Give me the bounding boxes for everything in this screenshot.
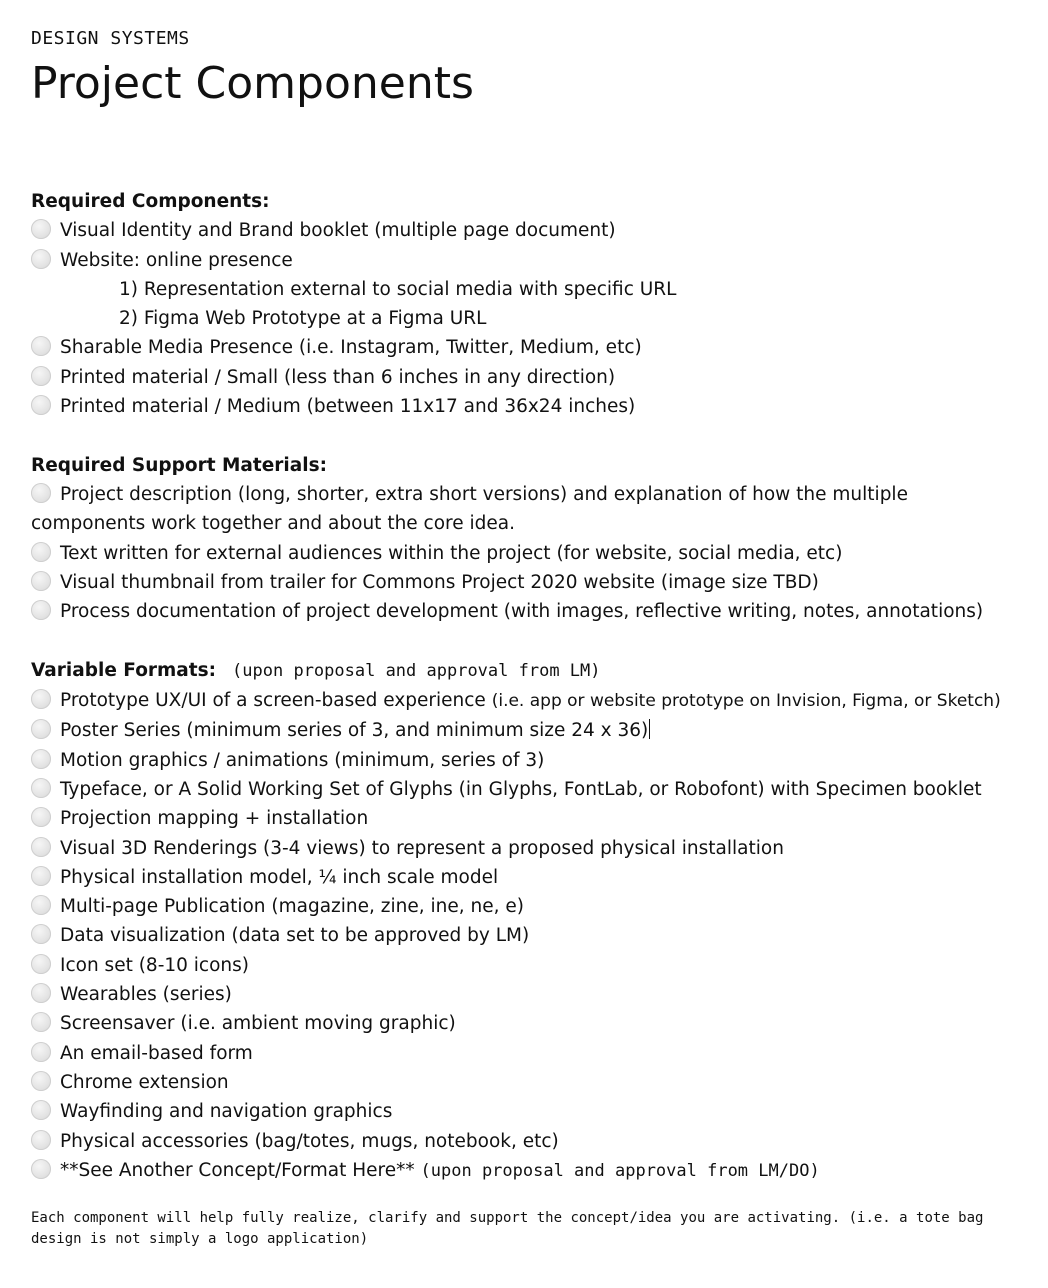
variable-formats-title: Variable Formats:	[31, 659, 217, 681]
item-label: Physical accessories (bag/totes, mugs, notebook, etc)	[60, 1130, 559, 1152]
item-label: An email-based form	[60, 1042, 253, 1064]
radio-circle-icon[interactable]	[31, 542, 51, 562]
website-subitem: 1) Representation external to social media with specific URL	[119, 278, 677, 300]
variable-formats-list	[31, 746, 1021, 1156]
item-label: Printed material / Medium (between 11x17 and 36x24 inches)	[60, 396, 636, 418]
item-label: Data visualization (data set to be approved by LM)	[60, 925, 530, 947]
item-note: (upon proposal and approval from LM/DO)	[420, 1160, 820, 1181]
radio-circle-icon[interactable]	[31, 983, 51, 1003]
required-components-heading: Required Components:	[31, 191, 270, 212]
item-detail: (i.e. app or website prototype on Invision, Figma, or Sketch)	[491, 691, 1001, 712]
variable-formats-note: (upon proposal and approval from LM)	[232, 660, 601, 681]
item-label: Projection mapping + installation	[60, 808, 369, 830]
page-title: Project Components	[31, 58, 474, 109]
checklist-item[interactable]	[31, 863, 1021, 892]
item-label: Prototype UX/UI of a screen-based experience	[60, 690, 486, 712]
checklist-item[interactable]	[31, 363, 1021, 392]
item-label: Printed material / Small (less than 6 inches in any direction)	[60, 366, 616, 388]
checklist-item[interactable]	[31, 1127, 1021, 1156]
checklist-item[interactable]	[31, 686, 1021, 716]
radio-circle-icon[interactable]	[31, 1071, 51, 1091]
item-label: Sharable Media Presence (i.e. Instagram, Twitter, Medium, etc)	[60, 337, 642, 359]
radio-circle-icon[interactable]	[31, 954, 51, 974]
checklist-item[interactable]	[31, 480, 1021, 539]
checklist-item[interactable]	[31, 921, 1021, 950]
variable-formats-heading	[31, 656, 1021, 686]
item-label: Wearables (series)	[60, 984, 232, 1006]
radio-circle-icon[interactable]	[31, 689, 51, 709]
course-label: DESIGN SYSTEMS	[31, 28, 190, 49]
radio-circle-icon[interactable]	[31, 837, 51, 857]
radio-circle-icon[interactable]	[31, 1100, 51, 1120]
checklist-item[interactable]	[31, 1097, 1021, 1126]
checklist-item[interactable]	[31, 980, 1021, 1009]
checklist-item[interactable]	[31, 392, 1021, 421]
checklist-item[interactable]	[31, 716, 1021, 745]
radio-circle-icon[interactable]	[31, 924, 51, 944]
checklist-item[interactable]	[31, 1009, 1021, 1038]
radio-circle-icon[interactable]	[31, 483, 51, 503]
radio-circle-icon[interactable]	[31, 778, 51, 798]
checklist-item[interactable]	[31, 216, 1021, 245]
radio-circle-icon[interactable]	[31, 866, 51, 886]
support-materials-heading: Required Support Materials:	[31, 454, 327, 476]
document-body	[31, 187, 1021, 1250]
item-label: Project description (long, shorter, extra short versions) and explanation of how the multiple components work together and about the core idea.	[31, 483, 908, 535]
radio-circle-icon[interactable]	[31, 749, 51, 769]
checklist-item[interactable]	[31, 746, 1021, 775]
item-label: Physical installation model, ¼ inch scale model	[60, 866, 499, 888]
section-spacer	[31, 421, 1021, 450]
item-label: Visual 3D Renderings (3-4 views) to represent a proposed physical installation	[60, 837, 784, 859]
checklist-item[interactable]	[31, 1039, 1021, 1068]
item-label: Wayfinding and navigation graphics	[60, 1101, 393, 1123]
checklist-item[interactable]	[31, 804, 1021, 833]
item-label: Screensaver (i.e. ambient moving graphic)	[60, 1013, 456, 1035]
radio-circle-icon[interactable]	[31, 219, 51, 239]
checklist-item[interactable]	[31, 834, 1021, 863]
item-label: Text written for external audiences within the project (for website, social media, etc)	[60, 542, 843, 564]
checklist-item[interactable]	[31, 597, 1021, 626]
item-label: Website: online presence	[60, 249, 293, 271]
radio-circle-icon[interactable]	[31, 600, 51, 620]
checklist-item[interactable]	[31, 892, 1021, 921]
checklist-item[interactable]	[31, 333, 1021, 362]
checklist-item[interactable]	[31, 246, 1021, 275]
radio-circle-icon[interactable]	[31, 336, 51, 356]
item-label: Visual Identity and Brand booklet (multiple page document)	[60, 220, 616, 242]
radio-circle-icon[interactable]	[31, 807, 51, 827]
footer-note: Each component will help fully realize, clarify and support the concept/idea you are activating. (i.e. a tote bag design is not simply a logo application)	[31, 1210, 984, 1248]
radio-circle-icon[interactable]	[31, 895, 51, 915]
radio-circle-icon[interactable]	[31, 395, 51, 415]
radio-circle-icon[interactable]	[31, 719, 51, 739]
checklist-item[interactable]	[31, 539, 1021, 568]
radio-circle-icon[interactable]	[31, 1042, 51, 1062]
section-spacer	[31, 626, 1021, 655]
checklist-item[interactable]	[31, 775, 1021, 804]
radio-circle-icon[interactable]	[31, 366, 51, 386]
radio-circle-icon[interactable]	[31, 571, 51, 591]
checklist-item[interactable]	[31, 568, 1021, 597]
item-label: Visual thumbnail from trailer for Commons Project 2020 website (image size TBD)	[60, 571, 819, 593]
item-label: **See Another Concept/Format Here**	[60, 1159, 415, 1181]
checklist-item[interactable]	[31, 951, 1021, 980]
radio-circle-icon[interactable]	[31, 1012, 51, 1032]
radio-circle-icon[interactable]	[31, 1130, 51, 1150]
checklist-item[interactable]	[31, 1156, 1021, 1186]
item-label: Typeface, or A Solid Working Set of Glyphs (in Glyphs, FontLab, or Robofont) with Specimen booklet	[60, 778, 982, 800]
radio-circle-icon[interactable]	[31, 249, 51, 269]
item-label: Chrome extension	[60, 1071, 229, 1093]
website-subitem: 2) Figma Web Prototype at a Figma URL	[119, 308, 487, 330]
item-label: Process documentation of project development (with images, reflective writing, notes, annotations)	[60, 601, 984, 623]
checklist-item[interactable]	[31, 1068, 1021, 1097]
item-label: Motion graphics / animations (minimum, series of 3)	[60, 749, 545, 771]
item-label: Multi-page Publication (magazine, zine, ine, ne, e)	[60, 896, 524, 918]
item-label: Icon set (8-10 icons)	[60, 954, 250, 976]
radio-circle-icon[interactable]	[31, 1159, 51, 1179]
item-label: Poster Series (minimum series of 3, and minimum size 24 x 36)	[60, 720, 649, 742]
text-cursor	[649, 719, 650, 739]
